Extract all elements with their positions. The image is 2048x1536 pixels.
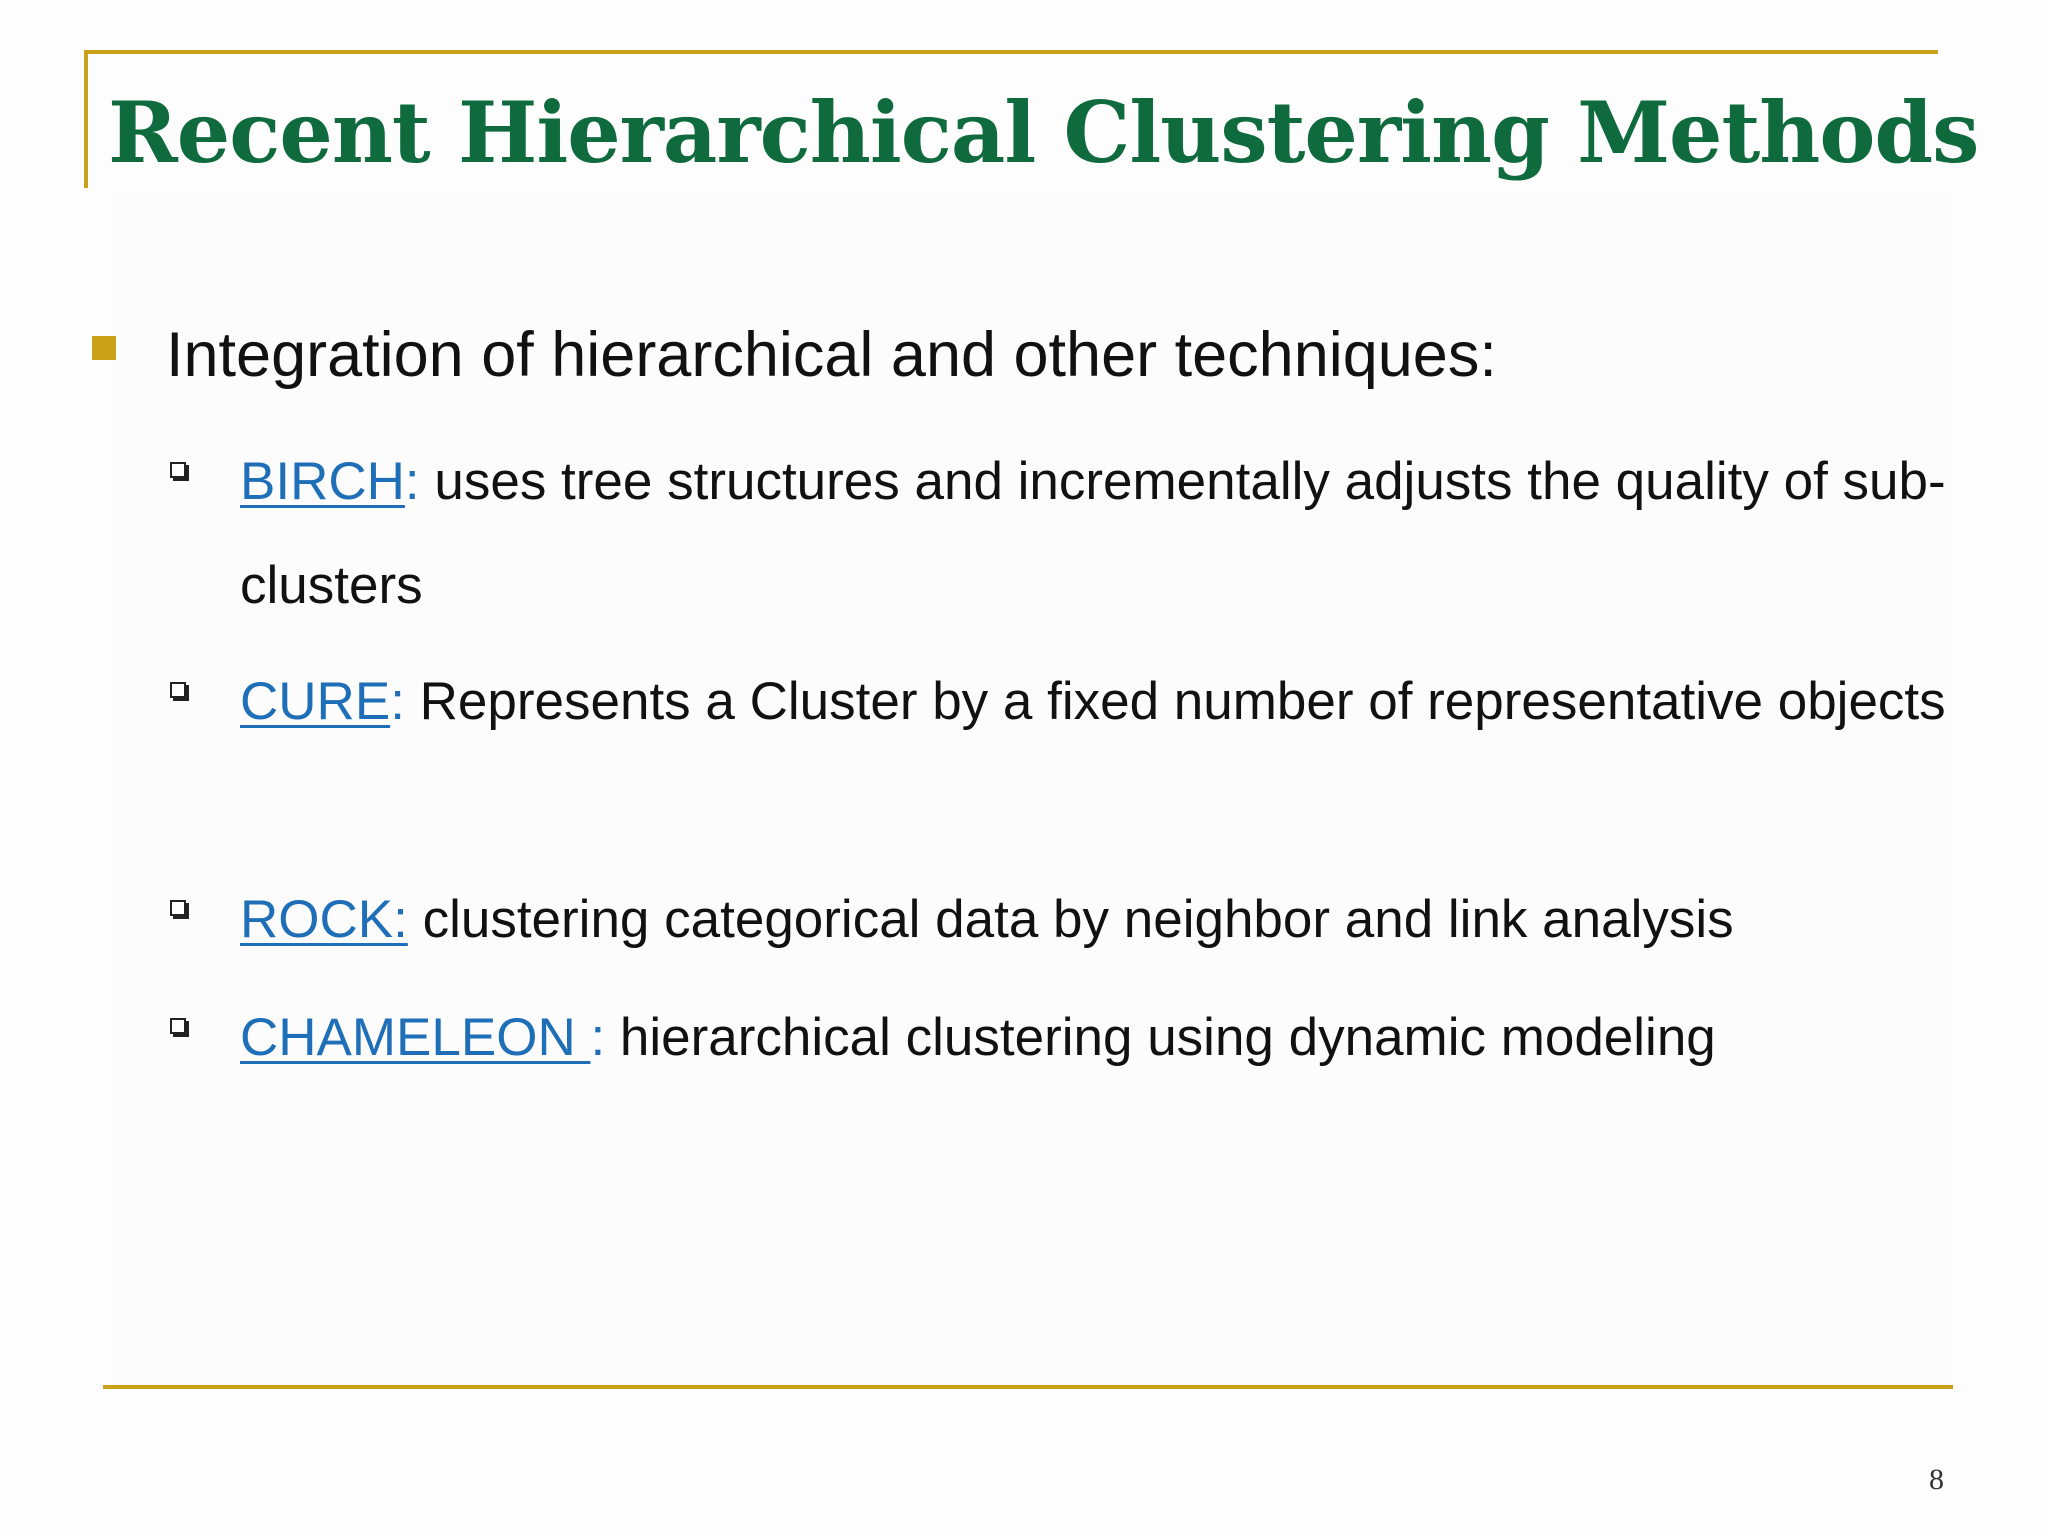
hollow-square-bullet-icon [170, 900, 186, 916]
cure-link[interactable]: CURE [240, 672, 391, 731]
hollow-square-bullet-icon [170, 682, 186, 698]
hollow-square-bullet-icon [170, 462, 186, 478]
slide-title: Recent Hierarchical Clustering Methods [108, 83, 1979, 182]
square-bullet-icon [92, 336, 116, 360]
rock-description: clustering categorical data by neighbor and link analysis [407, 890, 1734, 949]
birch-separator: : [404, 452, 420, 511]
cure-separator: : [390, 672, 405, 731]
main-point: Integration of hierarchical and other techniques: [166, 320, 1497, 390]
sub-point-text [240, 430, 1970, 638]
sub-point-text [240, 986, 1970, 1090]
footer-rule [103, 1385, 1953, 1389]
birch-description: uses tree structures and incrementally adjusts the quality of sub-clusters [240, 452, 1946, 615]
sub-point-text [240, 868, 1970, 972]
chameleon-description: hierarchical clustering using dynamic modeling [605, 1008, 1716, 1067]
title-top-rule [84, 50, 1938, 54]
hollow-square-bullet-icon [170, 1018, 186, 1034]
page-number: 8 [1929, 1463, 1944, 1496]
rock-link[interactable]: ROCK: [240, 890, 408, 949]
chameleon-separator: : [590, 1008, 606, 1067]
chameleon-link[interactable]: CHAMELEON [240, 1008, 591, 1067]
sub-point-text [240, 650, 1970, 754]
cure-description: Represents a Cluster by a fixed number of representative objects [404, 672, 1946, 731]
birch-link[interactable]: BIRCH [240, 452, 405, 511]
title-left-rule [84, 50, 88, 188]
